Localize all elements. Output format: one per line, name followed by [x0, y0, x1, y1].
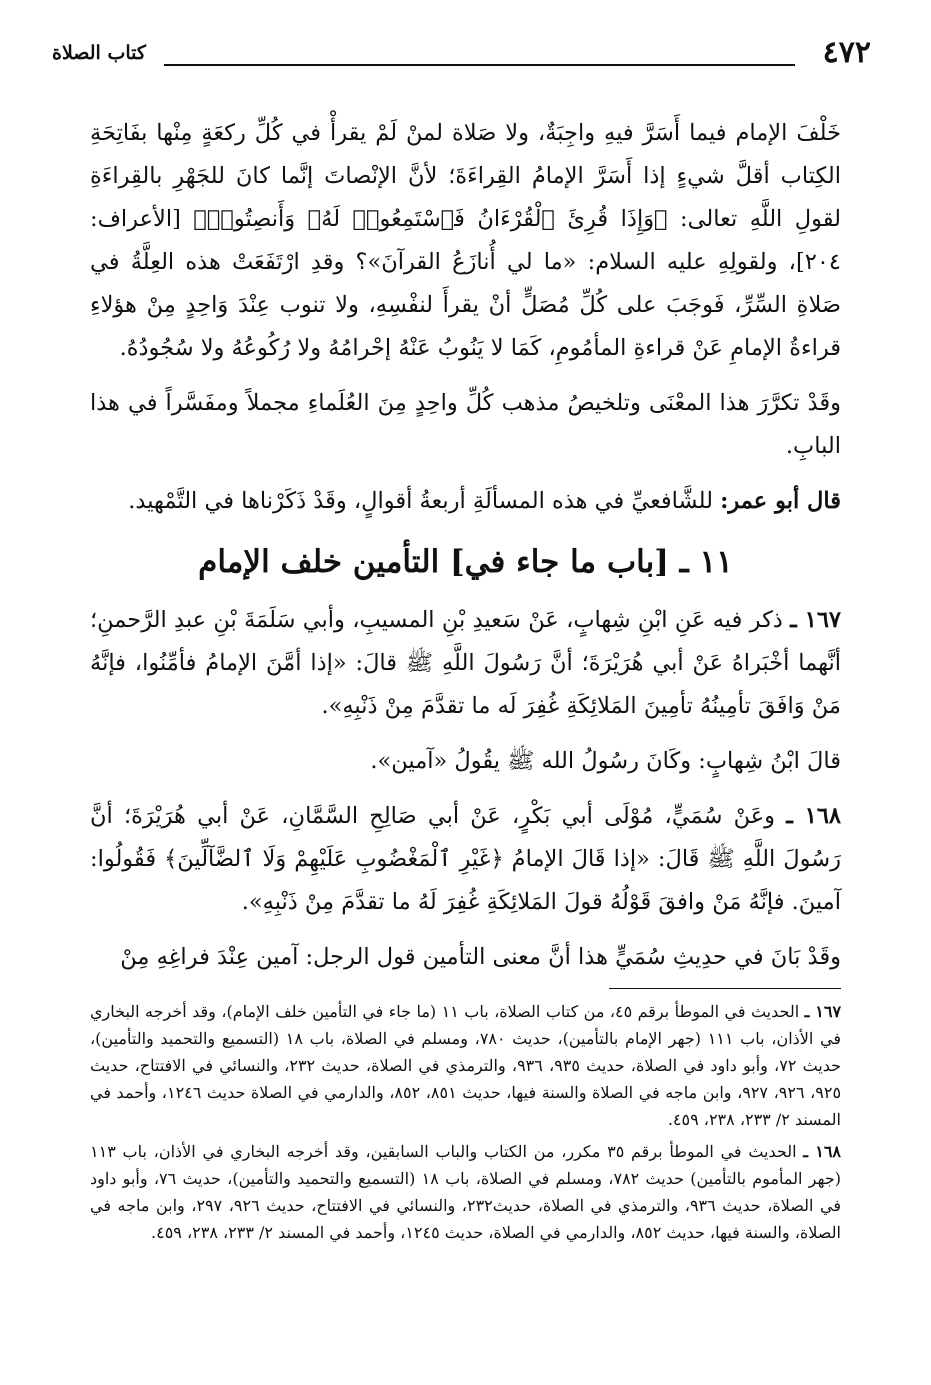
footnote-168: [90, 1138, 841, 1246]
paragraph-abu-umar: [90, 480, 841, 523]
hadith-168-number: ١٦٨ ـ: [786, 803, 842, 829]
footnote-number: ١٦٧ ـ: [804, 1002, 842, 1021]
footnote-text: الحديث في الموطأ برقم ٣٥ مكرر، من الكتاب والباب السابقين، وقد أخرجه البخاري في الأذان، باب ١١٣ (جهر المأموم بالتأمين) حديث ٧٨٢، ومسلم في الصلاة، باب ١٨ (التسميع والتحميد والتأمين)، حديث ٧٦، وأبو داود في الصلاة، حديث ٩٣٦، والترمذي في الصلاة، حديث٢٣٢، والنسائي في الافتتاح، حديث ٩٢٦، ٢٩٧، وابن ماجه في الصلاة، والسنة فيها، حديث ٨٥٢، والدارمي في الصلاة، حديث ١٢٤٥، وأحمد في المسند ٢/ ٢٣٣، ٢٣٨، ٤٥٩.: [90, 1142, 842, 1242]
hadith-167-text: ذكر فيه عَنِ ابْنِ شِهابٍ، عَنْ سَعيدِ بْنِ المسيبِ، وأبي سَلَمَةَ بْنِ عبدِ الرَّحمنِ؛ أنَّهما أخْبَراهُ عَنْ أبي هُرَيْرَةَ؛ أنَّ رَسُولَ اللَّهِ ﷺ قالَ: «إذا أمَّنَ الإمامُ فأمِّنُوا، فإنَّهُ مَنْ وَافَقَ تأمِينُهُ تأمِينَ المَلائِكَةِ غُفِرَ لَه ما تقدَّمَ مِنْ ذَنْبِهِ».: [90, 607, 841, 719]
main-text: [90, 112, 841, 987]
closing-paragraph: وقَدْ بَانَ في حدِيثِ سُمَيٍّ هذا أنَّ معنى التأمين قول الرجل: آمين عِنْدَ فراغِهِ مِنْ: [120, 944, 841, 970]
paragraph-reading-behind-imam: خَلْفَ الإمام فيما أَسَرَّ فيهِ واجِبَةٌ، ولا صَلاة لمنْ لَمْ يقرأْ في كُلِّ ركعَةٍ مِنْها بفَاتِحَةِ الكِتاب أقلَّ شيءٍ إذا أَسَرَّ الإمامُ القِراءَةَ؛ لأنَّ الإنْصاتَ إنَّما كانَ للجَهْرِ بالقِراءَةِ لقولِ اللَّهِ تعالى: ﴿وَإِذَا قُرِئَ ٱلْقُرْءَانُ فَٱسْتَمِعُوا۟ لَهُۥ وَأَنصِتُوا۟﴾ [الأعراف: ٢٠٤]، ولقولِهِ عليه السلام: «ما لي أُنازَعُ القرآنَ»؟ وقدِ ارْتَفَعَتْ هذه العِلَّةُ في صَلاةِ السِّرِّ، فَوجَبَ على كُلِّ مُصَلٍّ أنْ يقرأَ لنفْسِهِ، ولا تنوب عِنْدَ وَاحِدٍ مِنْ هؤلاءِ قراءةُ الإمامِ عَنْ قراءةِ المأمُومِ، كَمَا لا يَنُوبُ عَنْهُ إحْرامُهُ ولا رُكُوعُهُ ولا سُجُودُهُ.: [90, 120, 841, 361]
running-title: كتاب الصلاة: [52, 42, 146, 64]
footnote-text: الحديث في الموطأ برقم ٤٥، من كتاب الصلاة، باب ١١ (ما جاء في التأمين خلف الإمام)، وقد أخرجه البخاري في الأذان، باب ١١١ (جهر الإمام بالتأمين)، حديث ٧٨٠، ومسلم في الصلاة، باب ١٨ (التسميع والتحميد والتأمين)، حديث ٧٢، وأبو داود في الصلاة، حديث ٩٣٥، ٩٣٦، والترمذي في الصلاة، حديث ٢٣٢، والنسائي في الافتتاح، حديث ٩٢٥، ٩٢٦، ٩٢٧، وابن ماجه في الصلاة والسنة فيها، حديث ٨٥١، ٨٥٢، والدارمي في الصلاة حديث ١٢٤٦، وأحمد في المسند ٢/ ٢٣٣، ٢٣٨، ٤٥٩.: [90, 1002, 842, 1129]
header-rule: [164, 64, 795, 66]
footnote-number: ١٦٨ ـ: [803, 1142, 842, 1161]
chapter-heading: ١١ ـ [باب ما جاء في] التأمين خلف الإمام: [198, 544, 733, 580]
paragraph-repetition: وقَدْ تكرَّرَ هذا المعْنَى وتلخيصُ مذهب كُلِّ واحِدٍ مِنَ العُلَماءِ مجملاً ومفَسَّراً في هذا البابِ.: [90, 390, 841, 459]
hadith-168: [90, 795, 841, 924]
abu-umar-text: للشَّافعيِّ في هذه المسألَةِ أربعةُ أقوالٍ، وقَدْ ذَكَرْناها في التَّمْهيد.: [128, 488, 713, 514]
hadith-168-text: وعَنْ سُمَيٍّ، مُوْلَى أبي بَكْرٍ، عَنْ أبي صَالِحِ السَّمَّانِ، عَنْ أبي هُرَيْرَةَ؛ أنَّ رَسُولَ اللَّهِ ﷺ قَالَ: «إذا قَالَ الإمامُ ﴿غَيْرِ ٱلْمَغْضُوبِ عَلَيْهِمْ وَلَا ٱلضَّآلِّينَ﴾ فَقُولُوا: آمينَ. فإنَّهُ مَنْ وافقَ قَوْلُهُ قولَ المَلائِكَةِ غُفِرَ لَهُ ما تقدَّمَ مِنْ ذَنْبِهِ».: [90, 803, 841, 915]
abu-umar-lead: قال أبو عمر:: [720, 488, 841, 514]
footnote-rule: [609, 988, 841, 989]
hadith-167-number: ١٦٧ ـ: [790, 607, 841, 633]
footnote-167: [90, 998, 841, 1133]
running-header: [52, 36, 871, 70]
hadith-167: [90, 599, 841, 728]
page-number: ٤٧٢: [822, 35, 871, 70]
footnotes: [90, 998, 841, 1251]
ibn-shihab-note: قالَ ابْنُ شِهابٍ: وكَانَ رسُولُ الله ﷺ يقُولُ «آمين».: [370, 748, 841, 774]
